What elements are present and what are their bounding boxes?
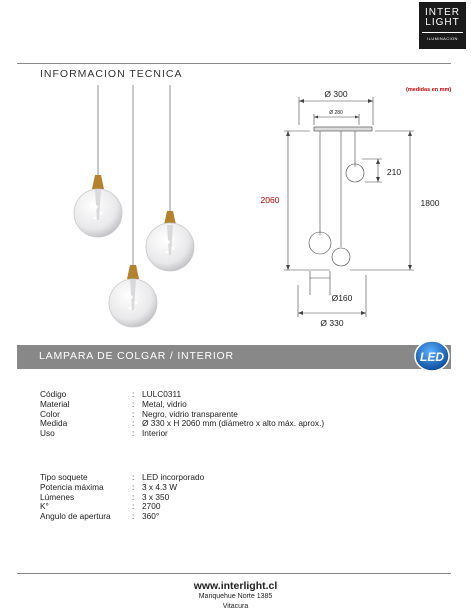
spec-value: 3 x 350 <box>142 491 170 502</box>
spec-value: Negro, vidrio transparente <box>142 408 238 419</box>
spec-row: Código : LULC0311 <box>40 389 182 399</box>
specs-general <box>40 390 324 439</box>
spec-row: K° : 2700 <box>40 501 161 512</box>
dim-total-height: 2060 <box>260 195 280 205</box>
spec-value: LULC0311 <box>142 389 182 399</box>
footer-address: Manquehue Norte 1385 <box>198 593 273 600</box>
specs-lighting <box>40 473 204 522</box>
dim-canopy-outer: Ø 300 <box>324 89 348 99</box>
spec-label: Uso <box>40 428 55 439</box>
spec-value: Interior <box>142 428 168 439</box>
spec-label: Lúmenes <box>40 491 75 502</box>
logo-line-1: INTER <box>425 7 460 18</box>
spec-value: 3 x 4.3 W <box>142 481 178 492</box>
footer-city: Vitacura <box>222 603 249 610</box>
led-badge-icon <box>414 340 450 372</box>
section-title: INFORMACION TECNICA <box>40 68 183 80</box>
spec-label: Código <box>40 389 67 399</box>
dim-shade-diameter: Ø160 <box>331 293 353 303</box>
spec-label: Medida <box>40 418 68 429</box>
top-rule <box>17 63 451 64</box>
logo-line-2: LIGHT <box>425 17 460 28</box>
spec-label: K° <box>40 501 49 512</box>
spec-row: Material : Metal, vidrio <box>40 398 187 409</box>
units-note: (medidas en mm) <box>406 87 452 93</box>
spec-label: Angulo de apertura <box>40 511 111 522</box>
spec-row: Lúmenes : 3 x 350 <box>40 491 170 502</box>
spec-row: Potencia máxima : 3 x 4.3 W <box>40 481 178 492</box>
spec-value: Ø 330 x H 2060 mm (diámetro x alto máx. aprox.) <box>142 418 325 429</box>
spec-label: Material <box>40 398 70 409</box>
dimension-drawing <box>250 85 465 330</box>
product-illustration <box>55 85 205 330</box>
spec-label: Tipo soquete <box>40 472 88 482</box>
spec-row: Tipo soquete : LED incorporado <box>40 472 205 482</box>
logo-line-3: ILUMINACION <box>422 32 463 41</box>
spec-row: Color : Negro, vidrio transparente <box>40 408 238 419</box>
led-badge-label: LED <box>420 350 444 364</box>
spec-row: Uso : Interior <box>40 428 168 439</box>
product-type-band <box>17 345 451 369</box>
spec-label: Color <box>40 408 60 419</box>
spec-row: Medida : Ø 330 x H 2060 mm (diámetro x alto máx. aprox.) <box>40 418 325 429</box>
dim-canopy-inner: Ø 280 <box>329 110 343 116</box>
spec-value: 360° <box>142 511 160 522</box>
dim-overall-diameter: Ø 330 <box>320 318 344 328</box>
spec-value: 2700 <box>142 501 161 512</box>
dim-max-height: 1800 <box>420 198 440 208</box>
product-type-title: LAMPARA DE COLGAR / INTERIOR <box>39 350 234 362</box>
dim-side-drop: 210 <box>386 167 402 177</box>
globe-pendant-left <box>74 175 122 237</box>
globe-pendant-center <box>109 265 157 327</box>
spec-label: Potencia máxima <box>40 481 104 492</box>
spec-value: LED incorporado <box>142 472 205 482</box>
brand-logo <box>419 2 466 49</box>
footer-website-link[interactable]: www.interlight.cl <box>193 580 278 592</box>
spec-row: Angulo de apertura : 360° <box>40 511 160 522</box>
spec-value: Metal, vidrio <box>142 398 187 409</box>
bottom-rule <box>17 573 451 574</box>
globe-pendant-right <box>146 211 194 271</box>
